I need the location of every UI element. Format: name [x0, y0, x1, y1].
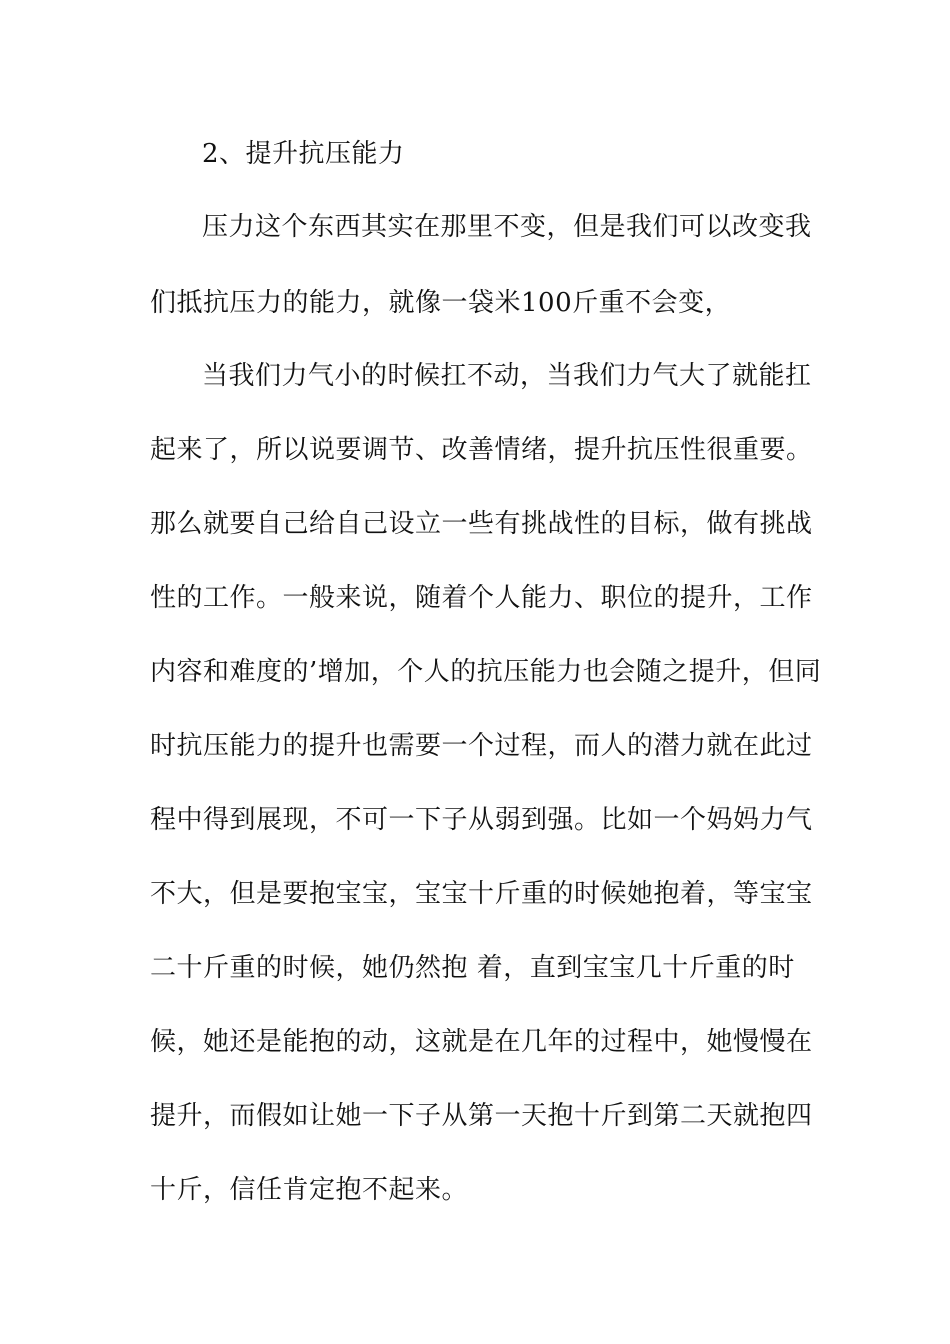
paragraph-line: 起来了，所以说要调节、改善情绪，提升抗压性很重要。: [150, 435, 813, 465]
paragraph-line: 内容和难度的’增加，个人的抗压能力也会随之提升，但同: [150, 657, 822, 687]
paragraph-line: 时抗压能力的提升也需要一个过程，而人的潜力就在此过: [150, 731, 813, 761]
paragraph-line: 二十斤重的时候，她仍然抱 着，直到宝宝几十斤重的时: [150, 953, 795, 983]
paragraph-line: 提升，而假如让她一下子从第一天抱十斤到第二天就抱四: [150, 1101, 813, 1131]
paragraph-line: 不大，但是要抱宝宝，宝宝十斤重的时候她抱着，等宝宝: [150, 879, 813, 909]
paragraph-line: 性的工作。一般来说，随着个人能力、职位的提升，工作: [150, 583, 813, 613]
paragraph-line: 候，她还是能抱的动，这就是在几年的过程中，她慢慢在: [150, 1027, 813, 1057]
paragraph-line: 压力这个东西其实在那里不变，但是我们可以改变我: [202, 212, 812, 242]
paragraph-line: 程中得到展现，不可一下子从弱到强。比如一个妈妈力气: [150, 805, 813, 835]
paragraph-line: 当我们力气小的时候扛不动，当我们力气大了就能扛: [202, 361, 812, 391]
paragraph-line: 们抵抗压力的能力，就像一袋米100斤重不会变，: [150, 288, 732, 318]
section-heading: 2、提升抗压能力: [202, 139, 405, 169]
paragraph-line: 十斤，信任肯定抱不起来。: [150, 1175, 469, 1205]
paragraph-line: 那么就要自己给自己设立一些有挑战性的目标，做有挑战: [150, 509, 813, 539]
